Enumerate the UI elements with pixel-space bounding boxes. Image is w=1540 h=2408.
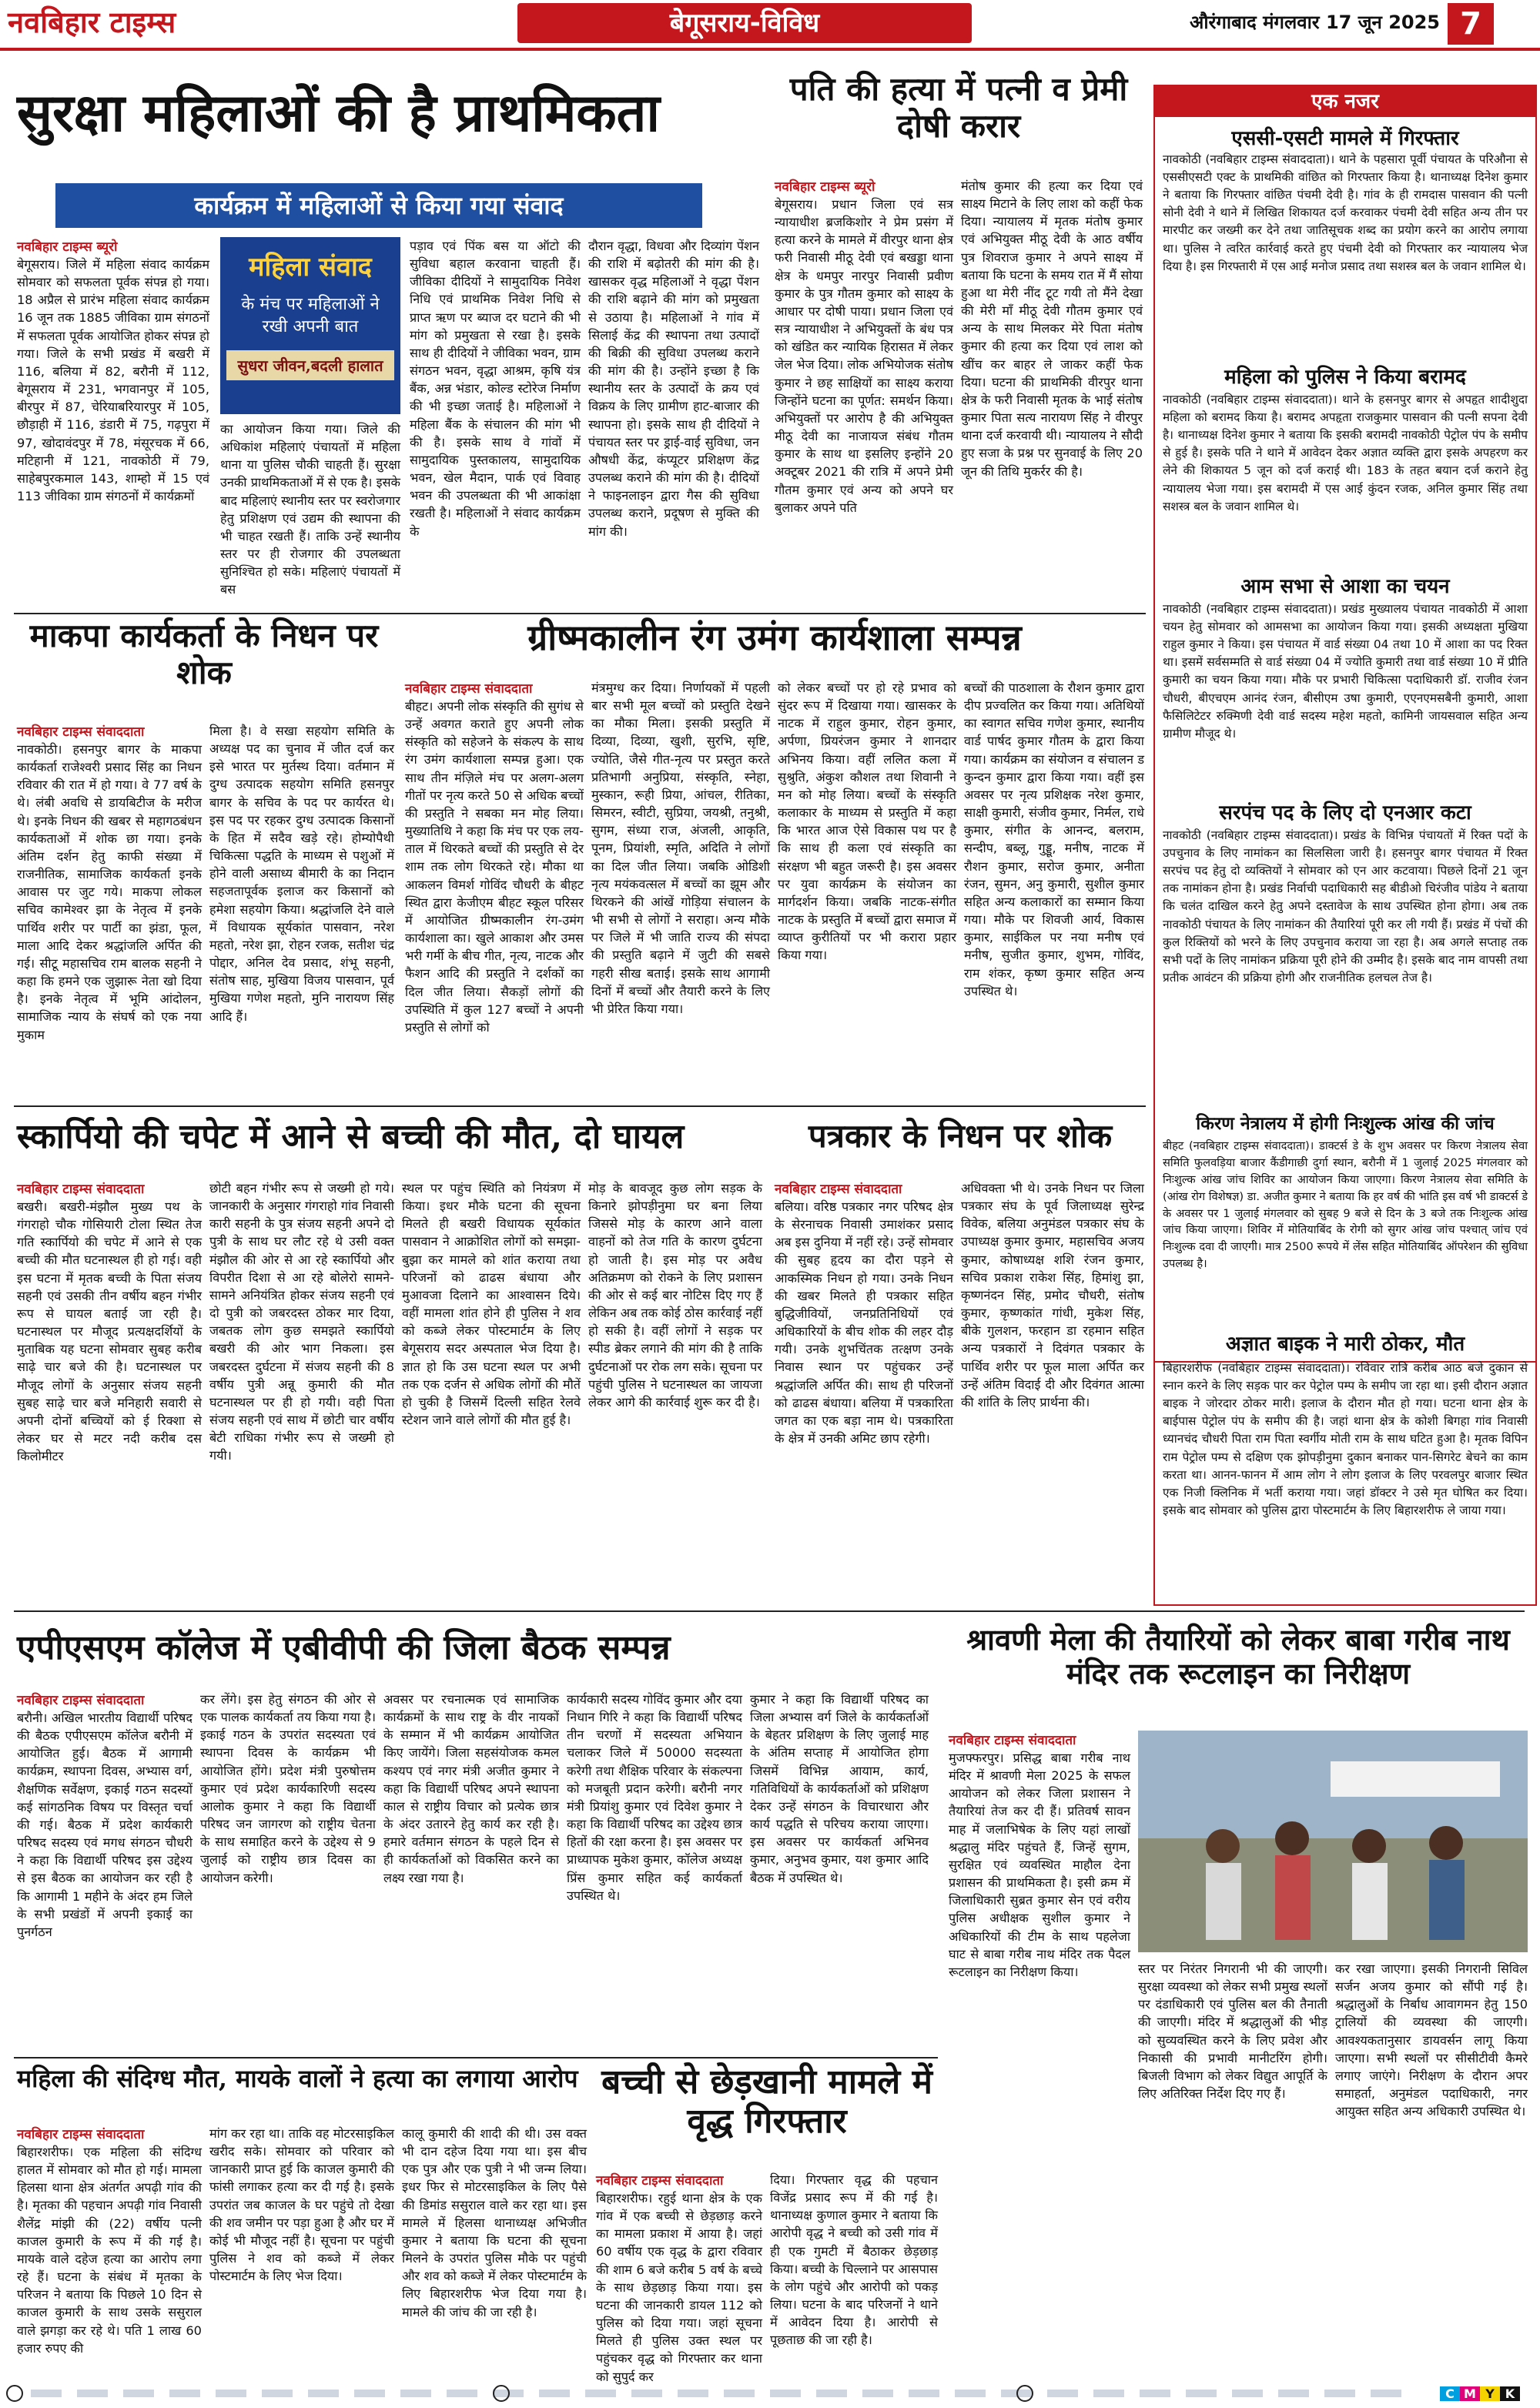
- cmyk-color-bar: [1440, 2386, 1532, 2403]
- article-column: मांग कर रहा था। ताकि वह मोटरसाइकिल खरीद सके। सोमवार को परिवार को जानकारी प्राप्त हुई कि काजल कुमारी की फांसी लगाकर हत्या कर दी गई है। इसके उपरांत जब काजल के घर पहुंचे तो देखा की शव जमीन पर पड़ा हुआ है और घर में कोई भी मौजूद नहीं है। सूचना पर पहुंची पुलिस ने शव को कब्जे में लेकर पोस्टमार्टम के लिए भेज दिया।: [209, 2126, 394, 2284]
- black-swatch-icon: K: [1500, 2386, 1520, 2401]
- news-headline: अज्ञात बाइक ने मारी ठोकर, मौत: [1225, 1333, 1465, 1356]
- cyan-swatch-icon: C: [1440, 2386, 1460, 2401]
- article-column: बरौनी। अखिल भारतीय विद्यार्थी परिषद की बैठक एपीएसएम कॉलेज बरौनी में आयोजित हुई। बैठक में आगामी कार्यक्रम, स्थापना दिवस, अभ्यास वर्ग, शैक्षणिक सर्वेक्षण, इकाई गठन सदस्यों कई सांगठनिक विषय पर विस्तृत चर्चा की गई। बैठक में प्रदेश कार्यकारी परिषद सदस्य एवं मगध संगठन चौधरी ने कहा कि विद्यार्थी परिषद इस उद्देश्य से इस बैठक का आयोजन कर रही है कि आगामी 1 महीने के अंदर हम जिले के सभी प्रखंडों में अपनी इकाई का पुनर्गठन: [17, 1711, 192, 1939]
- article-column: कर लेंगे। इस हेतु संगठन की ओर से एक पालक कार्यकर्ता तय किया गया है। इकाई गठन के उपरांत सदस्यता एवं स्थापना दिवस के कार्यक्रम भी आयोजित होंगे। प्रदेश मंत्री पुरुषोत्तम कुमार एवं प्रदेश कार्यकारिणी सदस्य आलोक कुमार ने कहा कि विद्यार्थी परिषद जन जागरण को राष्ट्रीय चेतना के साथ समाहित करने के उद्देश्य से 9 जुलाई को राष्ट्रीय छात्र दिवस का आयोजन करेगी।: [200, 1692, 376, 1885]
- byline: नवबिहार टाइम्स संवाददाता: [405, 681, 533, 697]
- sidebar-title: एक नजर: [1153, 86, 1537, 117]
- byline: नवबिहार टाइम्स ब्यूरो: [775, 179, 875, 195]
- subhead-women-dialogue: कार्यक्रम में महिलाओं से किया गया संवाद: [55, 183, 702, 228]
- poster-title: महिला संवाद: [249, 252, 372, 283]
- article-column: दिया। गिरफ्तार वृद्ध की पहचान विजेंद्र प्रसाद रूप में की गई है। थानाध्यक्ष कुणाल कुमार ने बताया कि आरोपी वृद्ध ने बच्ची को उसी गांव में ही एक गुमटी में बैठाकर छेड़छाड़ किया। बच्ची के चिल्लाने पर आसपास के लोग पहुंचे और आरोपी को पकड़ लिया। घटना के बाद परिजनों ने थाने में आवेदन दिया है। आरोपी से पूछताछ की जा रही है।: [770, 2172, 938, 2348]
- article-column: बच्चों की पाठशाला के रौशन कुमार द्वारा दीप प्रज्वलित कर किया गया। अतिथियों का स्वागत सचिव गणेश कुमार, स्थानीय वार्ड पार्षद कुमार गौतम के द्वारा किया गया। कार्यक्रम का संयोजन व संचालन ड कुन्दन कुमार द्वारा किया गया। वहीं इस अवसर पर नृत्य प्रशिक्षक नरेश कुमार, साक्षी कुमारी, संजीव कुमार, निर्मल, राधे कुमार, संगीत के आनन्द, बलराम, सन्दीप, बब्लू, गुड्डू, मनीष, नाटक में रौशन कुमार, सरोज कुमार, अनीता रंजन, सुमन, अनु कुमारी, सुशील कुमार सहित अन्य कलाकारों का सम्मान किया गया। मौके पर शिवजी आर्य, विकास कुमार, साईकिल पर नया मनीष एवं मनीष, सुजीत कुमार, शुभम, गोविंद, राम शंकर, कृष्ण कुमार सहित अन्य उपस्थित थे।: [964, 681, 1144, 998]
- section-rule: [14, 1105, 1146, 1107]
- news-body: नावकोठी (नवबिहार टाइम्स संवाददाता)। प्रखंड मुख्यालय पंचायत नावकोठी में आशा चयन हेतु सोमवार को आमसभा का आयोजन किया गया। इसकी अध्यक्षता मुखिया राहुल कुमार ने किया। इस पंचायत में वार्ड संख्या 04 तथा 10 में आशा का पद रिक्त था। इसमें सर्वसम्मति से वार्ड संख्या 04 में ज्योति कुमारी तथा वार्ड संख्या 10 में प्रीति कुमारी का चयन किया गया। मौके पर प्रभारी चिकित्सा पदाधिकारी डॉ. राजीव रंजन चौधरी, बीएचएम आनंद रंजन, बीसीएम उषा कुमारी, एएनएमसबैनी कुमारी, आशा फैसिलिटेटर रुक्मिणी देवी वार्ड सदस्य महेश महतो, कामिनी जायसवाल सहित अन्य ग्रामीण मौजूद थे।: [1163, 602, 1528, 741]
- article-column: कुमार ने कहा कि विद्यार्थी परिषद का जिला अभ्यास वर्ग जिले के कार्यकर्ताओं के बेहतर प्रशिक्षण के लिए जुलाई माह के अंतिम सप्ताह में आयोजित होगा जिसमें विभिन्न आयाम, कार्य, गतिविधियों के कार्यकर्ताओं को प्रशिक्षण देकर उन्हें संगठन के विचारधारा और कार्य पद्धति से परिचय कराया जाएगा। इस अवसर पर कार्यकर्ता अभिनव कुमार, अनुभव कुमार, यश कुमार आदि बैठक में उपस्थित थे।: [750, 1692, 929, 1885]
- byline: नवबिहार टाइम्स संवाददाता: [949, 1733, 1076, 1748]
- headline-cpm-worker-death: माकपा कार्यकर्ता के निधन पर शोक: [29, 617, 379, 692]
- news-headline: आम सभा से आशा का चयन: [1240, 575, 1450, 598]
- article-column: मुजफ्फरपुर। प्रसिद्ध बाबा गरीब नाथ मंदिर में श्रावणी मेला 2025 के सफल आयोजन को लेकर जिला प्रशासन ने तैयारियां तेज कर दी हैं। प्रतिवर्ष सावन माह में जलाभिषेक के लिए यहां लाखों श्रद्धालु मंदिर पहुंचते हैं, जिन्हें सुगम, सुरक्षित एवं व्यवस्थित माहौल देना प्रशासन की प्राथमिकता है। इसी क्रम में जिलाधिकारी सुब्रत कुमार सेन एवं वरीय पुलिस अधीक्षक सुशील कुमार ने अधिकारियों की टीम के साथ पहलेजा घाट से बाबा गरीब नाथ मंदिर तक पैदल रूटलाइन का निरीक्षण किया।: [949, 1751, 1130, 1979]
- byline: नवबिहार टाइम्स संवाददाता: [775, 1182, 902, 1197]
- footer-strip: [31, 2390, 1417, 2397]
- inspection-photo: [1138, 1731, 1528, 1952]
- article-column: अवसर पर रचनात्मक एवं सामाजिक कार्यक्रमों के साथ राष्ट्र के वीर नायकों के सम्मान में भी कार्यक्रम आयोजित किए जायेंगे। जिला सहसंयोजक कमल कश्यप एवं नगर मंत्री अजीत कुमार ने कहा कि विद्यार्थी परिषद अपने स्थापना काल से राष्ट्रीय विचार को प्रत्येक छात्र के अंदर उतारने हेतु कार्य कर रही है। हमारे वर्तमान संगठन के पहले दिन से ही कार्यकर्ताओं को विकसित करने का लक्ष्य रखा गया है।: [383, 1692, 559, 1885]
- byline: नवबिहार टाइम्स संवाददाता: [17, 1182, 145, 1197]
- photo-illustration: [1138, 1731, 1528, 1952]
- article-column: स्तर पर निरंतर निगरानी भी की जाएगी। सुरक्षा व्यवस्था को लेकर सभी प्रमुख स्थलों पर दंडाधिकारी एवं पुलिस बल की तैनाती की जाएगी। मंदिर में श्रद्धालुओं की भीड़ को सुव्यवस्थित करने के लिए प्रवेश और निकासी की प्रभावी मानीटरिंग होगी। बिजली विभाग को लेकर विद्युत आपूर्ति के लिए अतिरिक्त निर्देश दिए गए हैं।: [1138, 1962, 1327, 2102]
- news-headline: सरपंच पद के लिए दो एनआर कटा: [1219, 801, 1471, 824]
- article-column: मंतोष कुमार की हत्या कर दिया एवं साक्ष्य मिटाने के लिए लाश को कहीं फेक दिया। न्यायालय में मृतक मंतोष कुमार एवं अभियुक्त मीठू देवी के आठ वर्षीय पुत्र शिवराज कुमार ने अपने साक्ष्य में बताया कि घटना के समय रात में मैं सोया हुआ था मेरी नींद टूट गयी तो मैंने देखा की मेरी माँ मीठू देवी गौतम कुमार एवं अन्य के साथ मिलकर मेरे पिता मंतोष कुमार की हत्या कर दिया एवं लाश को खींच कर बाहर ले जाकर कहीं फेक दिया। घटना की प्राथमिकी वीरपुर थाना क्षेत्र के फरी निवासी मृतक के भाई संतोष कुमार पिता सत्य नारायण सिंह ने वीरपुर थाना दर्ज करवायी थी। न्यायालय ने सौदी हुए सजा के प्रश्न पर सुनवाई के लिए 20 जून की तिथि मुकर्रर की है।: [961, 179, 1143, 479]
- yellow-swatch-icon: Y: [1480, 2386, 1500, 2401]
- news-body: बीहट (नवबिहार टाइम्स संवाददाता)। डाक्टर्स डे के शुभ अवसर पर किरण नेत्रालय सेवा समिति फुलवड़िया बाजार कैंडीगाछी दुर्गा स्थान, बरौनी में 1 जुलाई 2025 मंगलवार को निःशुल्क आंख जांच शिविर का आयोजन किया जाएगा। किरण नेत्रालय सेवा समिति के (आंख रोग विशेषज्ञ) डा. अजीत कुमार ने बताया कि हर वर्ष की भांति इस वर्ष भी डाक्टर्स डे के अवसर पर 1 जुलाई मंगलवार को सुबह 9 बजे से दिन के 3 बजे तक निःशुल्क आंख जांच किया जाएगा। शिविर में मोतियाबिंद के रोगी को सुगर आंख जांच पश्चात् जांच एवं निःशुल्क दवा दी जाएगी। मात्र 2500 रूपये में लेंस सहित मोतियाबिंद ऑपरेशन की सुविधा उपलब्ध है।: [1163, 1139, 1528, 1271]
- headline-shravani-mela: श्रावणी मेला की तैयारियों को लेकर बाबा गरीब नाथ मंदिर तक रूटलाइन का निरीक्षण: [966, 1622, 1510, 1691]
- news-body: नावकोठी (नवबिहार टाइम्स संवाददाता)। थाने के पहसारा पूर्वी पंचायत के परिऔना से एससीएसटी एक्ट के प्राथमिकी वांछित को गिरफ्तार किया है। थानाध्यक्ष दिनेश कुमार ने बताया कि गिरफ्तार वांछित पंचमी देवी है। गांव के ही रामदास पासवान की पत्नी सोनी देवी ने थाने में लिखित शिकायत दर्ज करवाकर पंचमी देवी सहित अन्य तीन पर मारपीट कर जख्मी कर देने तथा जातिसूचक शब्द का प्रयोग करने का आरोप लगाया था। पुलिस ने त्वरित कार्रवाई करते हुए पंचमी देवी को गिरफ्तार कर न्यायालय भेज दिया है। इस गिरफ्तारी में एस आई मनोज प्रसाद तथा सशस्त्र बल के जवान शामिल थे।: [1163, 152, 1528, 273]
- article-column: बेगूसराय। जिले में महिला संवाद कार्यक्रम सोमवार को सफलता पूर्वक संपन्न हो गया। 18 अप्रैल से प्रारंभ महिला संवाद कार्यक्रम 16 जून तक 1885 जीविका ग्राम संगठनों में सफलता पूर्वक आयोजित होकर संपन्न हो गया। जिले के सभी प्रखंड में बखरी में 116, बलिया में 82, बरौनी में 112, बेगूसराय में 231, भगवानपुर में 105, बीरपुर में 87, चेरियाबरियारपुर में 105, छौड़ाही में 116, डंडारी में 75, गढ़पुरा में 97, खोदावंदपुर में 78, मंसूरचक में 66, मटिहानी में 121, नावकोठी में 79, साहेबपुरकमाल 143, शाम्हो में 15 एवं 113 जीविका ग्राम संगठनों में कार्यक्रमों: [17, 257, 209, 504]
- headline-molestation-arrest: बच्ची से छेड़खानी मामले में वृद्ध गिरफ्तार: [601, 2062, 932, 2141]
- article-column: बलिया। वरिष्ठ पत्रकार नगर परिषद क्षेत्र के सेरनाचक निवासी उमाशंकर प्रसाद अब इस दुनिया में नहीं रहे। उन्हें सोमवार की सुबह हृदय का दौरा पड़ने से आकस्मिक निधन हो गया। उनके निधन की खबर मिलते ही पत्रकार सहित बुद्धिजीवियों, जनप्रतिनिधियों एवं अधिकारियों के बीच शोक की लहर दौड़ गयी। उनके शुभचिंतक तत्क्षण उनके निवास स्थान पर पहुंचकर उन्हें श्रद्धांजलि अर्पित की। साथ ही परिजनों को ढाढस बंधाया। बलिया में पत्रकारिता जगत का एक बड़ा नाम थे। पत्रकारिता के क्षेत्र में उनकी अमिट छाप रहेगी।: [775, 1199, 953, 1446]
- headline-suspicious-death: महिला की संदिग्ध मौत, मायके वालों ने हत्या का लगाया आरोप: [17, 2064, 578, 2093]
- magenta-swatch-icon: M: [1460, 2386, 1480, 2401]
- article-column: मोड़ के बावजूद कुछ लोग सड़क के किनारे झोपड़ीनुमा घर बना लिया जिससे मोड़ के कारण आने वाला वाहनों को तेज गति के कारण दुर्घटना हो जाती है। इस मोड़ पर अवैध अतिक्रमण को रोकने के लिए प्रशासन की ओर से कई बार नोटिस दिए गए हैं लेकिन अब तक कोई ठोस कार्रवाई नहीं हो सकी है। वहीं लोगों ने सड़क पर स्पीड ब्रेकर लगाने की मांग की है ताकि दुर्घटनाओं पर रोक लग सके। सूचना पर पहुंची पुलिस ने घटनास्थल का जायजा लेकर आगे की कार्रवाई शुरू कर दी है।: [588, 1181, 762, 1410]
- news-body: नावकोठी (नवबिहार टाइम्स संवाददाता)। प्रखंड के विभिन्न पंचायतों में रिक्त पदों के उपचुनाव के लिए नामांकन का सिलसिला जारी है। हसनपुर बागर पंचायत में रिक्त सरपंच पद हेतु दो व्यक्तियों ने सोमवार को एन आर कटवाया। पिछले दिनों 21 जून तक नामांकन होना है। प्रखंड निर्वाची पदाधिकारी सह बीडीओ चिरंजीव पांडेय ने बताया कि चलंत दाखिल करने हेतु अपने दस्तावेज के साथ उपस्थित होना होगा। अब तक नावकोठी पंचायत के लिए नामांकन की तैयारियां पूरी कर ली गयी हैं। प्रखंड में पंचों की कुल रिक्तियों को भरने के लिए उपचुनाव कराया जा रहा है। अब अगले सप्ताह तक सभी पदों के लिए नामांकन प्रक्रिया पूरी होने की उम्मीद है। इसके बाद नाम वापसी तथा प्रतीक आवंटन की प्रक्रिया होगी और राजनीतिक हलचल तेज है।: [1163, 828, 1528, 985]
- poster-tagline: सुधरा जीवन,बदली हालात: [226, 350, 394, 380]
- article-column: कालू कुमारी की शादी की थी। उस वक्त भी दान दहेज दिया गया था। इस बीच एक पुत्र और एक पुत्री ने भी जन्म लिया। इधर फिर से मोटरसाइकिल के लिए पैसे की डिमांड ससुराल वाले कर रहा था। इस मामले में हिलसा थानाध्यक्ष अभिजीत कुमार ने बताया कि घटना की सूचना मिलने के उपरांत पुलिस मौके पर पहुंची और शव को कब्जे में लेकर पोस्टमार्टम के लिए बिहारशरीफ भेज दिया गया है। मामले की जांच की जा रही है।: [402, 2126, 587, 2319]
- article-column: बेगूसराय। प्रधान जिला एवं सत्र न्यायाधीश ब्रजकिशोर ने प्रेम प्रसंग में हत्या करने के मामले में वीरपुर थाना क्षेत्र फरी निवासी मीठू देवी एवं बखड्डा थाना क्षेत्र के धमपुर नारपुर निवासी प्रवीण कुमार के पुत्र गौतम कुमार को साक्ष्य के आधार पर दोषी पाया। प्रधान जिला एवं सत्र न्यायाधीश ने अभियुक्तों के बंध पत्र को खंडित कर न्यायिक हिरासत में लेकर जेल भेज दिया। लोक अभियोजक संतोष कुमार ने छह साक्षियों का साक्ष्य कराया जिन्होंने घटना का पूर्णत: समर्थन किया। अभियुक्तों पर आरोप है की अभियुक्त मीठू देवी का नाजायज संबंध गौतम कुमार के साथ था इसलिए इन्होंने 20 अक्टूबर 2021 की रात्रि में अपने प्रेमी गौतम कुमार एवं अन्य को अपने घर बुलाकर अपने पति: [775, 197, 953, 515]
- article-column: कार्यकारी सदस्य गोविंद कुमार और दया निधान गिरि ने कहा कि विद्यार्थी परिषद तीन चरणों में सदस्यता अभियान चलाकर जिले में 50000 सदस्यता करेगी तथा शैक्षिक परिवार के संकल्पना को मजबूती प्रदान करेगी। बरौनी नगर मंत्री प्रियांशु कुमार एवं दिवेश कुमार ने कहा कि विद्यार्थी परिषद का उद्देश्य छात्र हितों की रक्षा करना है। इस अवसर पर प्राध्यापक मुकेश कुमार, कॉलेज अध्यक्ष प्रिंस कुमार सहित कई कार्यकर्ता उपस्थित थे।: [567, 1692, 742, 1903]
- page-number: 7: [1448, 3, 1494, 45]
- article-column: पड़ाव एवं पिंक बस या ऑटो की सुविधा बहाल करवाना चाहती हैं। जीविका दीदियों ने सामुदायिक निवेश निधि एवं प्राथमिक निवेश निधि से प्राप्त ऋण पर ब्याज दर घटाने की भी मांग को प्रमुखता से रखा है। इसके साथ ही दीदियों ने जीविका भवन, ग्राम संगठन भवन, वृद्धा आश्रम, कृषि यंत्र बैंक, अन्न भंडार, कोल्ड स्टोरेज निर्माण की भी इच्छा जताई है। महिलाओं ने महिला बैंक के संचालन की मांग भी की है। इसके साथ वे गांवों में सामुदायिक पुस्तकालय, सामुदायिक भवन, खेल मैदान, पार्क एवं विवाह भवन की उपलब्धता की भी आकांक्षा रखती है। महिलाओं ने संवाद कार्यक्रम के: [410, 239, 581, 539]
- event-poster-image: [220, 237, 400, 414]
- section-rule: [14, 1610, 1525, 1612]
- top-rule: [0, 48, 1540, 51]
- registration-mark-icon: [6, 2385, 23, 2402]
- registration-mark-icon: [1016, 2385, 1033, 2402]
- byline: नवबिहार टाइम्स संवाददाता: [596, 2173, 724, 2189]
- byline: नवबिहार टाइम्स ब्यूरो: [17, 239, 118, 255]
- article-column: कर रखा जाएगा। इसकी निगरानी सिविल सर्जन अजय कुमार को सौंपी गई है। श्रद्धालुओं के निर्बाध आवागमन हेतु 150 ट्रालियों की व्यवस्था की जाएगी। आवश्यकतानुसार डायवर्सन लागू किया जाएगा। सभी स्थलों पर सीसीटीवी कैमरे लगाए जाएंगे। निरीक्षण के दौरान अपर समाहर्ता, अनुमंडल पदाधिकारी, नगर आयुक्त सहित अन्य अधिकारी उपस्थित थे।: [1335, 1962, 1528, 2119]
- dateline: औरंगाबाद मंगलवार 17 जून 2025: [1189, 12, 1440, 33]
- article-column: स्थल पर पहुंच स्थिति को नियंत्रण में किया। इधर मौके घटना की सूचना मिलते ही बखरी विधायक सूर्यकांत पासवान ने आक्रोशित लोगों को समझा-बुझा कर मामले को शांत कराया तथा परिजनों को ढाढस बंधाया और मुआवजा दिलाने का आश्वासन दिये। वहीं मामला शांत होने ही पुलिस ने शव को कब्जे लेकर पोस्टमार्टम के लिए बेगूसराय सदर अस्पताल भेज दिया है। ज्ञात हो कि उस घटना स्थल पर अभी तक एक दर्जन से अधिक लोगों की मौतें हो चुकी है जिसमें दिल्ली सहित रेलवे स्टेशन जाने वाले लोगों की मौत हुई है।: [402, 1181, 581, 1428]
- headline-abvp-meeting: एपीएसएम कॉलेज में एबीवीपी की जिला बैठक सम्पन्न: [17, 1628, 671, 1667]
- news-headline: महिला को पुलिस ने किया बरामद: [1224, 366, 1466, 389]
- article-column: का आयोजन किया गया। जिले की अधिकांश महिलाएं पंचायतों में महिला थाना या पुलिस चौकी चाहती हैं। सुरक्षा उनकी प्राथमिकताओं में से एक है। इसके बाद महिलाएं स्थानीय स्तर पर स्वरोजगार हेतु प्रशिक्षण एवं उद्यम की स्थापना की भी चाहत रखती हैं। ताकि उन्हें स्थानीय स्तर पर ही रोजगार की उपलब्धता सुनिश्चित हो सके। महिलाएं पंचायतों में बस: [220, 422, 400, 597]
- headline-scorpio-accident: स्कार्पियो की चपेट में आने से बच्ची की मौत, दो घायल: [17, 1117, 685, 1156]
- article-column: को लेकर बच्चों पर हो रहे प्रभाव को सुंदर रूप में दिखाया गया। खासकर के नाटक में राहुल कुमार, रोहन कुमार, अर्पणा, प्रियरंजन कुमार ने शानदार अभिनय किया। वहीं ललित कला में सुश्रुति, अंकुश कौशल तथा शिवानी ने मन को मोह लिया। बच्चों के संस्कृति कलाकार के माध्यम से प्रस्तुति में कहा कि भारत आज ऐसे विकास पथ पर है कि साथ ही कला एवं संस्कृति का संरक्षण भी बहुत जरूरी है। इस अवसर पर युवा कार्यक्रम के संयोजन का मार्गदर्शन किया। जबकि नाटक-संगीत नाटक के प्रस्तुति में बच्चों द्वारा समाज में व्याप्त कुरीतियों पर भी करारा प्रहार किया गया।: [778, 681, 956, 963]
- byline: नवबिहार टाइम्स संवाददाता: [17, 2127, 145, 2142]
- article-column: छोटी बहन गंभीर रूप से जख्मी हो गये। जानकारी के अनुसार गंगराहो गांव निवासी कारी सहनी के पुत्र संजय सहनी अपने दो पुत्री के साथ घर लौट रहे थे उसी वक्त मंझौल की ओर से आ रहे स्कार्पियो और विपरीत दिशा से आ रहे बोलेरो सामने-सामने अनियंत्रित होकर संजय सहनी एवं दो पुत्री को जबरदस्त ठोकर मार दिया, जबतक लोग कुछ समझते स्कार्पियो बखरी की ओर भाग निकला। इस जबरदस्त दुर्घटना में संजय सहनी की 8 वर्षीय पुत्री अन्नू कुमारी की मौत घटनास्थल पर ही हो गयी। वही पिता संजय सहनी एवं साथ में छोटी चार वर्षीय बेटी राधिका गंभीर रूप से जख्मी हो गयी।: [209, 1181, 394, 1463]
- news-body: नावकोठी (नवबिहार टाइम्स संवाददाता)। थाने के हसनपुर बागर से अपहृत शादीशुदा महिला को बरामद किया है। बरामद अपहृता राजकुमार पासवान की पत्नी सपना देवी है। थानाध्यक्ष दिनेश कुमार ने बताया कि इसकी बरामदी नावकोठी पेट्रोल पंप के समीप से हुई है। इसके पति ने थाने में आवेदन देकर अज्ञात व्यक्ति द्वारा इसके अपहरण कर लेने की शिकायत 5 जून को दर्ज कराई थी। 183 के तहत बयान दर्ज कराने हेतु न्यायालय भेजा गया। इस बरामदी में एस आई कुंदन रजक, अनिल कुमार सिंह तथा सशस्त्र बल के जवान शामिल थे।: [1163, 393, 1528, 513]
- registration-mark-icon: [493, 2385, 510, 2402]
- masthead: [0, 0, 1540, 48]
- headline-husband-murder: पति की हत्या में पत्नी व प्रेमी दोषी करार: [789, 70, 1128, 145]
- byline: नवबिहार टाइम्स संवाददाता: [17, 724, 145, 740]
- poster-subtitle: के मंच पर महिलाओं ने रखी अपनी बात: [241, 295, 380, 336]
- section-banner: बेगूसराय-विविध: [517, 3, 972, 43]
- section-rule: [14, 613, 1146, 614]
- news-headline: किरण नेत्रालय में होगी निःशुल्क आंख की जांच: [1196, 1113, 1495, 1134]
- newspaper-logo: नवबिहार टाइम्स: [8, 5, 176, 39]
- news-body: बिहारशरीफ (नवबिहार टाइम्स संवाददाता)। रविवार रात्रि करीब आठ बजे दुकान से स्नान करने के लिए सड़क पार कर पेट्रोल पम्प के समीप जा रहा था। इसी दौरान अज्ञात बाइक ने जोरदार ठोकर मारी। इलाज के दौरान मौत हो गया। घटना थाना क्षेत्र के बाईपास पेट्रोल पंप के समीप की है। जहां थाना क्षेत्र के कोशी बिगहा गांव निवासी ध्यानचंद चौधरी पिता राम पिता स्वर्गीय मोती राम के साथ घटित हुआ है। मृतक विपिन राम पेट्रोल पम्प से दक्षिण एक झोपड़ीनुमा दुकान बनाकर पान-सिगरेट बेचने का काम करता था। आनन-फानन में आम लोग ने लोग इलाज के लिए परवलपुर बाजार स्थित एक निजी क्लिनिक में भर्ती कराया गया। जहां डॉक्टर ने उसे मृत घोषित कर दिया। इसके बाद सोमवार को पुलिस द्वारा पोस्टमार्टम के लिए बिहारशरीफ ले जाया गया।: [1163, 1361, 1528, 1517]
- article-column: बखरी। बखरी-मंझौल मुख्य पथ के गंगराहो चौक गोसियारी टोला स्थित तेज गति स्कार्पियो की चपेट में आने से एक बच्ची की मौत घटनास्थल ही हो गई। वही इस घटना में मृतक बच्ची के पिता संजय सहनी एवं उसकी तीन वर्षीय बहन गंभीर रूप से घायल बताई जा रही है। घटनास्थल पर मौजूद प्रत्यक्षदर्शियों के मुताबिक यह घटना सोमवार सुबह करीब साढ़े चार बजे की है। घटनास्थल पर मौजूद लोगों के अनुसार संजय सहनी सुबह साढ़े चार बजे मनिहारी सवारी से अपनी दोनों बच्चियों को ई रिक्शा से लेकर घर से मटर नदी करीब दस किलोमीटर: [17, 1199, 202, 1464]
- news-headline: एससी-एसटी मामले में गिरफ्तार: [1231, 127, 1459, 150]
- headline-summer-workshop: ग्रीष्मकालीन रंग उमंग कार्यशाला सम्पन्न: [527, 617, 1022, 658]
- article-column: नावकोठी। हसनपुर बागर के माकपा कार्यकर्ता राजेश्वरी प्रसाद सिंह का निधन रविवार की रात में हो गया। वे 77 वर्ष के थे। लंबी अवधि से डायबिटीज के मरीज थे। इनके निधन की खबर से महागठबंधन कार्यकताओं में शोक छा गया। इनके अंतिम दर्शन हेतु काफी संख्या में राजनीतिक, सामाजिक कार्यकर्ता इनके आवास पर जुट गये। माकपा लोकल सचिव कामेश्वर झा के नेतृत्व में इनके पार्थिव शरीर पर पार्टी का झंडा, फूल, माला आदि देकर श्रद्धांजलि अर्पित की गई। सीटू महासचिव राम बालक सहनी ने कहा कि हमने एक जुझारू नेता खो दिया है। इनके नेतृत्व में भूमि आंदोलन, सामाजिक न्याय के संघर्ष को एक नया मुकाम: [17, 742, 202, 1042]
- headline-journalist-death: पत्रकार के निधन पर शोक: [808, 1117, 1113, 1155]
- article-column: मिला है। वे सखा सहयोग समिति के अध्यक्ष पद का चुनाव में जीत दर्ज कर इसे भारत पर मुर्तस्थ दिया। वर्तमान में दुग्ध उत्पादक सहयोग समिति हसनपुर बागर के सचिव के पद पर कार्यरत थे। इस पद पर रहकर दुग्ध उत्पादक किसानों के हित में सदैव खड़े रहे। होम्योपैथी चिकित्सा पद्धति के माध्यम से पशुओं में होने वाली असाध्य बीमारी के का निदान सहजतापूर्वक इलाज कर किसानों को हमेशा सहयोग किया। श्रद्धांजलि देने वाले में विधायक सूर्यकांत पासवान, नरेश महतो, नरेश झा, रोहन रजक, सतीश चंद्र पोद्दार, अनिल देव प्रसाद, शंभू सहनी, संतोष साह, मुखिया विजय पासवान, पूर्व मुखिया गणेश महतो, मुनि नारायण सिंह आदि हैं।: [209, 724, 394, 1024]
- byline: नवबिहार टाइम्स संवाददाता: [17, 1693, 145, 1708]
- article-column: मंत्रमुग्ध कर दिया। निर्णायकों में पहली बार सभी मूल बच्चों को प्रस्तुति देखने का मौका मिला। इसकी प्रस्तुति में दिव्या, दिव्या, खुशी, सुरभि, सृष्टि, ज्योति, जैसे गीत-नृत्य पर प्रस्तुत करते प्रतिभागी अनुप्रिया, संस्कृति, स्नेहा, मुस्कान, रूही प्रिया, आंचल, रीतिका, सिमरन, स्वीटी, सुप्रिया, जयश्री, तनुश्री, सुगम, संध्या राज, अंजली, आकृति, पूनम, प्रियांशी, स्मृति, अदिति ने लोगों का दिल जीत लिया। जबकि ओडिशी नृत्य मयंकवत्सल में बच्चों का झूम और थिरकने की आंखें गोड़िया संचालन के भी सभी से लोगों ने सराहा। अन्य मौके पर जिले में भी जाति राज्य की संपदा की प्रस्तुति बढ़ाने में जुटी की सबसे गहरी सीख बताई। इसके साथ आगामी दिनों में बच्चों और तैयारी करने के लिए भी प्रेरित किया गया।: [591, 681, 770, 1016]
- article-column: दौरान वृद्धा, विधवा और दिव्यांग पेंशन की राशि में बढ़ोतरी की मांग की है। खासकर वृद्ध महिलाओं ने वृद्धा पेंशन की राशि बढ़ाने की मांग को प्रमुखता से उठाया है। महिलाओं ने गांव में सिलाई केंद्र की स्थापना तथा उत्पादों की बिक्री की सुविधा उपलब्ध कराने की मांग की है। उन्होंने इच्छा है कि स्थानीय स्तर के उत्पादों के क्रय एवं विक्रय के लिए ग्रामीण हाट-बाजार की स्थापना हो। इसके साथ ही दीदियों ने पंचायत स्तर पर ड्राई-वाई सुविधा, जन औषधी केंद्र, कंप्यूटर प्रशिक्षण केंद्र उपलब्ध कराने की मांग की है। दीदियों ने फाइनलाइन द्वारा गैस की सुविधा उपलब्ध कराने, प्रदूषण से मुक्ति की मांग की।: [588, 239, 759, 539]
- headline-women-safety: सुरक्षा महिलाओं की है प्राथमिकता: [17, 82, 661, 144]
- article-column: बीहट। अपनी लोक संस्कृति की सुगंध से उन्हें अवगत कराते हुए अपनी लोक संस्कृति को सहेजने के संकल्प के साथ रंग उमंग कार्यशाला सम्पन्न हुआ। एक साथ तीन मंज़िले मंच पर अलग-अलग गीतों पर नृत्य करते 50 से अधिक बच्चों की प्रस्तुति ने सबका मन मोह लिया। मुख्यातिथि ने कहा कि मंच पर एक लय-ताल में थिरकते बच्चों की प्रस्तुति से देर शाम तक लोग थिरकते रहे। मौका था आकलन विमर्श गोविंद चौधरी के बीहट स्थित द्वारा केजीएम बीहट स्कूल परिसर में आयोजित ग्रीष्मकालीन रंग-उमंग कार्यशाला का। खुले आकाश और उमस भरी गर्मी के बीच गीत, नृत्य, नाटक और फैशन आदि की प्रस्तुति ने दर्शकों का दिल जीत लिया। सैकड़ों लोगों की उपस्थिति में कुल 127 बच्चों ने अपनी प्रस्तुति से लोगों को: [405, 699, 584, 1035]
- article-column: बिहारशरीफ। एक महिला की संदिग्ध हालत में सोमवार को मौत हो गई। मामला हिलसा थाना क्षेत्र अंतर्गत अपढ़ी गांव की है। मृतका की पहचान अपढ़ी गांव निवासी शैलेंद्र मांझी की (22) वर्षीय पत्नी काजल कुमारी के रूप में की गई है। मायके वाले दहेज हत्या का आरोप लगा रहे हैं। घटना के संबंध में मृतका के परिजन ने बताया कि पिछले 10 दिन से काजल कुमारी के साथ उसके ससुराल वाले झगड़ा कर रहे थे। पति 1 लाख 60 हजार रुपए की: [17, 2145, 202, 2356]
- section-rule: [14, 2057, 938, 2059]
- article-column: बिहारशरीफ। रहुई थाना क्षेत्र के एक गांव में एक बच्ची से छेड़छाड़ करने का मामला प्रकाश में आया है। जहां 60 वर्षीय एक वृद्ध के द्वारा रविवार की शाम 6 बजे करीब 5 वर्ष के बच्चे के साथ छेड़छाड़ किया गया। इस घटना की जानकारी डायल 112 को पुलिस को दिया गया। जहां सूचना मिलते ही पुलिस उक्त स्थल पर पहुंचकर वृद्ध को गिरफ्तार कर थाना को सुपुर्द कर: [596, 2191, 762, 2384]
- article-column: अधिवक्ता भी थे। उनके निधन पर जिला पत्रकार संघ के पूर्व जिलाध्यक्ष सुरेन्द्र विवेक, बलिया अनुमंडल पत्रकार संघ के उपाध्यक्ष कुमार कुमार, महासचिव अजय कुमार, कोषाध्यक्ष शशि रंजन कुमार, सचिव प्रकाश राकेश सिंह, हिमांशु झा, कृष्णनंदन सिंह, प्रमोद चौधरी, संतोष कुमार, कृष्णकांत गांधी, मुकेश सिंह, बीके गुलशन, फरहान डा रहमान सहित अन्य पत्रकारों ने दिवंगत पत्रकार के पार्थिव शरीर पर फूल माला अर्पित कर उन्हें अंतिम विदाई दी और दिवंगत आत्मा की शांति के लिए प्रार्थना की।: [961, 1181, 1144, 1410]
